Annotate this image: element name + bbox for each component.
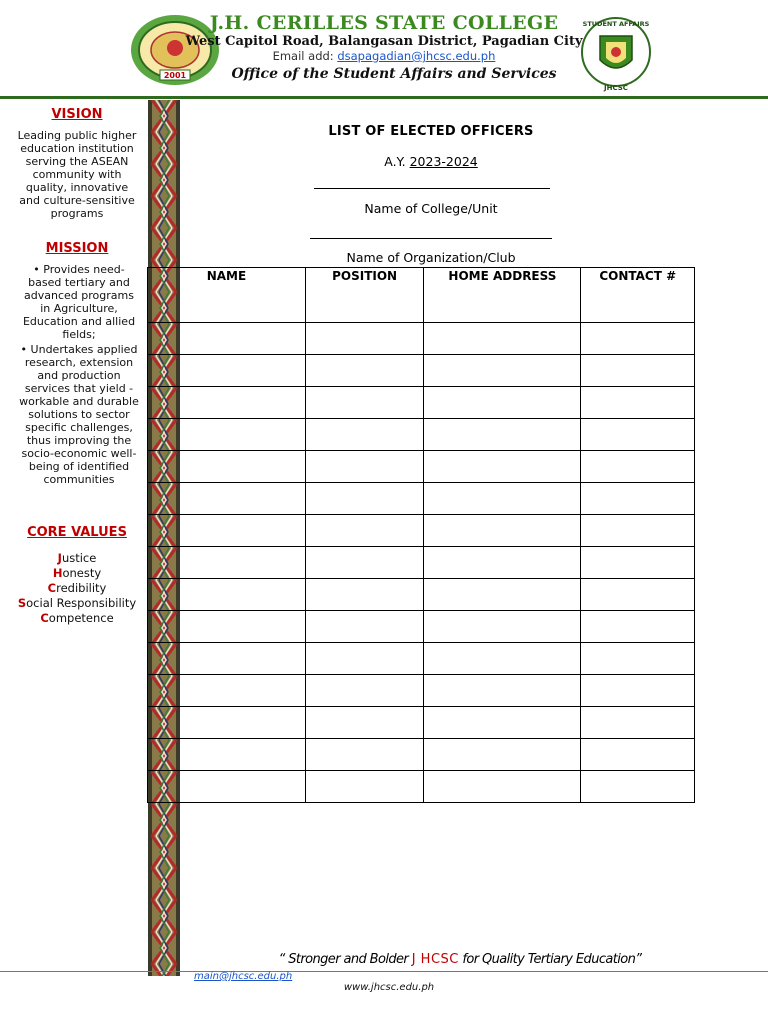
college-address: West Capitol Road, Balangasan District, Pagadian City: [185, 34, 583, 49]
table-row: [148, 739, 695, 771]
cell-position[interactable]: [305, 387, 423, 419]
cell-home-address[interactable]: [424, 675, 581, 707]
footer-email-link[interactable]: main@jhcsc.edu.ph: [194, 971, 293, 982]
org-label: Name of Organization/Club: [346, 250, 516, 265]
vision-heading: VISION: [51, 107, 103, 122]
college-name: J.H. CERILLES STATE COLLEGE: [209, 12, 559, 34]
tagline-brand: J HCSC: [411, 952, 459, 967]
cell-name[interactable]: [148, 675, 306, 707]
table-row: [148, 323, 695, 355]
cell-position[interactable]: [305, 515, 423, 547]
cell-contact[interactable]: [581, 515, 695, 547]
mission-list: [14, 263, 140, 486]
seal-bottom-text: JHCSC: [604, 84, 628, 92]
cell-contact[interactable]: [581, 611, 695, 643]
cell-home-address[interactable]: [424, 547, 581, 579]
cell-contact[interactable]: [581, 675, 695, 707]
cell-contact[interactable]: [581, 451, 695, 483]
table-row: [148, 579, 695, 611]
cell-contact[interactable]: [581, 579, 695, 611]
email-line: [0, 49, 768, 63]
seal-year: 2001: [163, 71, 187, 80]
cell-contact[interactable]: [581, 387, 695, 419]
cell-home-address[interactable]: [424, 323, 581, 355]
org-blank-line[interactable]: [310, 238, 552, 239]
tagline-pre: “ Stronger and Bolder: [278, 952, 409, 967]
cell-contact[interactable]: [581, 739, 695, 771]
cell-position[interactable]: [305, 611, 423, 643]
college-blank-line[interactable]: [314, 188, 550, 189]
cell-home-address[interactable]: [424, 739, 581, 771]
cell-position[interactable]: [305, 451, 423, 483]
cell-position[interactable]: [305, 547, 423, 579]
office-title: Office of the Student Affairs and Services: [231, 66, 557, 82]
table-body: [148, 323, 695, 803]
cell-contact[interactable]: [581, 483, 695, 515]
cell-name[interactable]: [148, 451, 306, 483]
cell-position[interactable]: [305, 579, 423, 611]
cell-position[interactable]: [305, 771, 423, 803]
mission-item: • Provides need-based tertiary and advanced programs in Agriculture, Education and allied fields;: [22, 263, 136, 341]
table-row: [148, 707, 695, 739]
academic-year: [180, 154, 682, 169]
table-row: [148, 547, 695, 579]
cell-name[interactable]: [148, 387, 306, 419]
mission-item: • Undertakes applied research, extension and production services that yield - workable and durable solutions to sector specific challenges, thus improving the socio-economic well- being of identified communities: [19, 343, 139, 486]
cell-position[interactable]: [305, 675, 423, 707]
core-value: Competence: [40, 611, 114, 625]
mission-item-text: Undertakes applied research, extension and production services that yield - workable and durable solutions to sector specific challenges, thus improving the socio-economic well- being of identified communities: [19, 343, 139, 486]
cell-name[interactable]: [148, 419, 306, 451]
table-row: [148, 771, 695, 803]
email-link[interactable]: dsapagadian@jhcsc.edu.ph: [337, 49, 496, 63]
column-header-position: POSITION: [305, 268, 423, 323]
cell-name[interactable]: [148, 483, 306, 515]
cell-position[interactable]: [305, 643, 423, 675]
cell-position[interactable]: [305, 355, 423, 387]
cell-contact[interactable]: [581, 323, 695, 355]
officers-table: [147, 267, 695, 803]
email-label: Email add:: [272, 49, 334, 63]
cell-home-address[interactable]: [424, 611, 581, 643]
cell-contact[interactable]: [581, 547, 695, 579]
core-value: Honesty: [52, 566, 102, 580]
sidebar: [14, 108, 140, 626]
cell-home-address[interactable]: [424, 419, 581, 451]
cell-contact[interactable]: [581, 771, 695, 803]
tagline: [180, 952, 740, 967]
core-values-heading: CORE VALUES: [27, 525, 127, 540]
column-header-contact: CONTACT #: [581, 268, 695, 323]
cell-contact[interactable]: [581, 419, 695, 451]
cell-name[interactable]: [148, 515, 306, 547]
cell-position[interactable]: [305, 739, 423, 771]
cell-contact[interactable]: [581, 643, 695, 675]
cell-contact[interactable]: [581, 707, 695, 739]
table-row: [148, 611, 695, 643]
cell-position[interactable]: [305, 483, 423, 515]
table-row: [148, 451, 695, 483]
cell-name[interactable]: [148, 547, 306, 579]
cell-name[interactable]: [148, 643, 306, 675]
table-row: [148, 675, 695, 707]
core-value: Social Responsibility: [17, 596, 137, 610]
mission-item-text: Provides need-based tertiary and advanced programs in Agriculture, Education and allied fields;: [22, 263, 136, 341]
core-values-list: [14, 551, 140, 626]
college-label: Name of College/Unit: [364, 201, 498, 216]
ay-value: 2023-2024: [409, 154, 478, 169]
cell-home-address[interactable]: [424, 707, 581, 739]
mission-heading: MISSION: [45, 241, 109, 256]
cell-position[interactable]: [305, 419, 423, 451]
document-title: LIST OF ELECTED OFFICERS: [328, 124, 534, 139]
table-row: [148, 419, 695, 451]
ay-label: A.Y.: [384, 154, 406, 169]
cell-name[interactable]: [148, 355, 306, 387]
seal-arc-text: STUDENT AFFAIRS: [582, 20, 650, 28]
cell-home-address[interactable]: [424, 771, 581, 803]
cell-home-address[interactable]: [424, 483, 581, 515]
footer-divider: [0, 971, 768, 972]
cell-home-address[interactable]: [424, 451, 581, 483]
table-row: [148, 643, 695, 675]
column-header-home-address: HOME ADDRESS: [424, 268, 581, 323]
table-row: [148, 387, 695, 419]
footer-website[interactable]: www.jhcsc.edu.ph: [343, 982, 435, 993]
cell-position[interactable]: [305, 323, 423, 355]
cell-name[interactable]: [148, 707, 306, 739]
cell-name[interactable]: [148, 771, 306, 803]
cell-home-address[interactable]: [424, 387, 581, 419]
column-header-name: NAME: [148, 268, 306, 323]
vision-text: Leading public higher education institution serving the ASEAN community with quality, innovative and culture-sensitive programs: [17, 129, 137, 220]
cell-name[interactable]: [148, 611, 306, 643]
core-value: Justice: [57, 551, 97, 565]
table-row: [148, 355, 695, 387]
table-row: [148, 515, 695, 547]
cell-home-address[interactable]: [424, 643, 581, 675]
cell-home-address[interactable]: [424, 355, 581, 387]
cell-home-address[interactable]: [424, 515, 581, 547]
cell-name[interactable]: [148, 579, 306, 611]
cell-home-address[interactable]: [424, 579, 581, 611]
tagline-post: for Quality Tertiary Education”: [462, 952, 642, 967]
table-header-row: [148, 268, 695, 323]
core-value: Credibility: [47, 581, 107, 595]
cell-contact[interactable]: [581, 355, 695, 387]
header-divider: [0, 96, 768, 99]
cell-position[interactable]: [305, 707, 423, 739]
table-row: [148, 483, 695, 515]
cell-name[interactable]: [148, 739, 306, 771]
cell-name[interactable]: [148, 323, 306, 355]
